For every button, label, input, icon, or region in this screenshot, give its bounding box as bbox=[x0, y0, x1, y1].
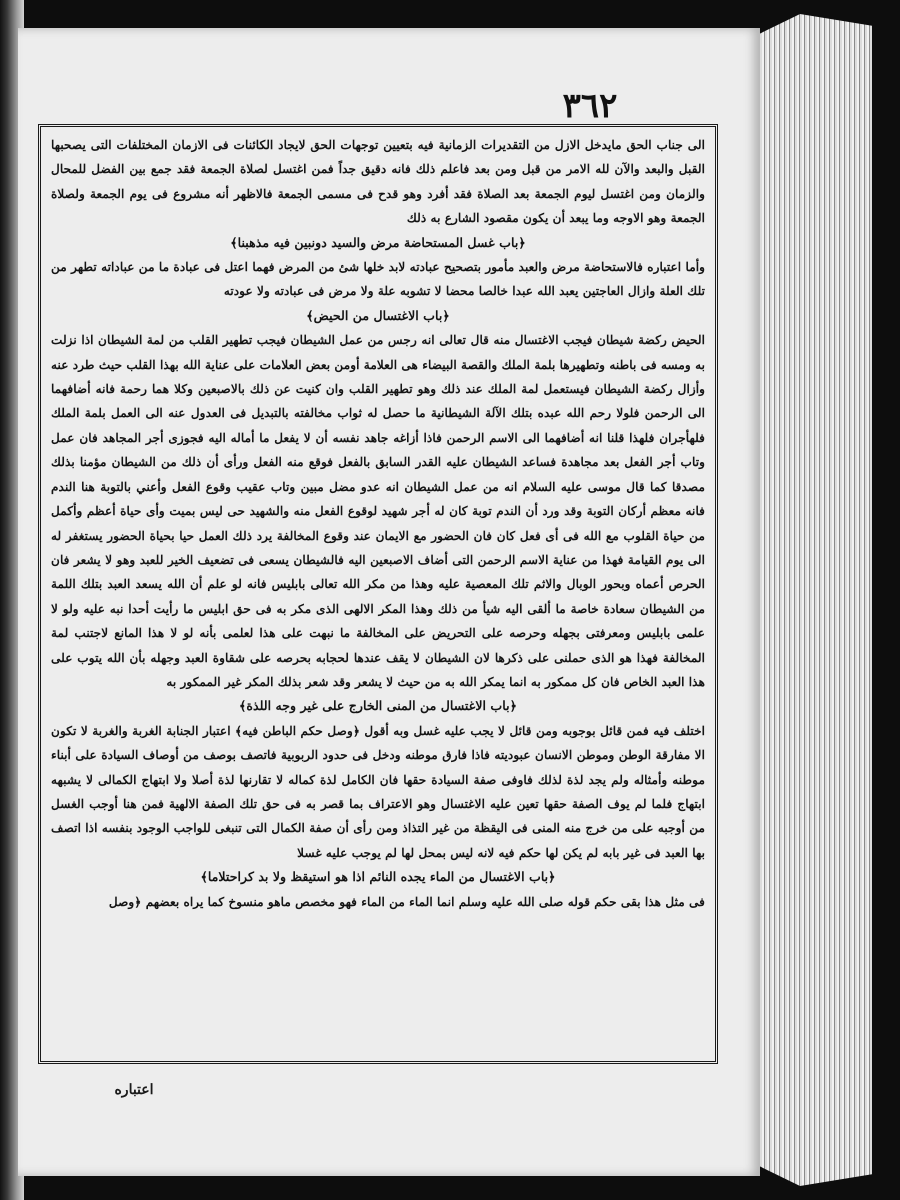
chapter-heading: ﴿باب الاغتسال من الماء يجده النائم اذا هو استيقظ ولا بد كراحتلاما﴾ bbox=[200, 869, 556, 885]
chapter-heading: ﴿باب غسل المستحاضة مرض والسيد دونبين فيه مذهبنا﴾ bbox=[230, 234, 526, 250]
paragraph: فى مثل هذا بقى حكم قوله صلى الله عليه وسلم انما الماء من الماء فهو مخصص ماهو منسوخ كما يراه بعضهم ﴿وصل bbox=[108, 894, 705, 909]
chapter-heading: ﴿باب الاغتسال من المنى الخارج على غير وجه اللذة﴾ bbox=[239, 698, 517, 714]
chapter-heading: ﴿باب الاغتسال من الحيض﴾ bbox=[306, 307, 450, 323]
paragraph: اختلف فيه فمن قائل بوجوبه ومن قائل لا يجب عليه غسل وبه أقول ﴿وصل حكم الباطن فيه﴾ اعتبار الجنابة الغربة والغربة لا تكون الا مفارقة الوطن وموطن الانسان عبوديته فاذا فارق موطنه ودخل فى حدود الربوبية فاتصف بوصف من أوصاف السيادة على أبناء موطنه وأمثاله ولم يجد لذة لذلك فاوفى صفة السيادة حقها فان الكامل لذة كماله لا تقارنها لذة أصلا ولا ابتهاج الكمالى لا يشبهه ابتهاج فلما لم يوف الصفة حقها تعين عليه الاغتسال وهو الاعتراف بما قصر به فى حق تلك الصفة الالهية فمن هنا أوجب الغسل من أوجبه على من خرج منه المنى فى اليقظة من غير التذاذ ومن رأى أن صفة الكمال التى تنبغى للواجب الوجود بنفسه اذا اتصف بها العبد فى غير بابه لم يكن لها حكم فيه لانه ليس بمحل لها لم يوجب عليه غسلا bbox=[51, 723, 705, 860]
book-page-edges bbox=[752, 14, 872, 1186]
paragraph: وأما اعتباره فالاستحاضة مرض والعبد مأمور بتصحيح عبادته لابد خلها شئ من المرض فهما اعتل فى عبادة ما من عباداته تطهر من تلك العلة وازال العاجتين يعبد الله عبدا خالصا محضا لا تشوبه علة ولا مرض فى عبادته ولا عودته bbox=[51, 260, 705, 299]
catchword: اعتباره bbox=[114, 1082, 154, 1098]
text-frame bbox=[38, 124, 718, 1064]
paragraph-intro: الى جناب الحق مايدخل الازل من التقديرات الزمانية فيه بتعيين توجهات الحق لايجاد الكائنات فى الازمان المختلفات التى يصحبها القبل والبعد والآن لله الامر من قبل ومن بعد فاعلم ذلك فانه دقيق جداً فمن اغتسل لصلاة الجمعة فقد جمع بين الفضل للمحال والزمان ومن اغتسل ليوم الجمعة بعد الصلاة فقد أفرد وهو قدح فى مسمى الجمعة فالاظهر أنه مشروع فى يوم الجمعة ولصلاة الجمعة وهو الاوجه وما يبعد أن يكون مقصود الشارع به ذلك bbox=[51, 138, 705, 226]
paragraph: الحيض ركضة شيطان فيجب الاغتسال منه قال تعالى انه رجس من عمل الشيطان فيجب تطهير القلب من لمة الشيطان اذا نزلت به ومسه فى باطنه وتطهيرها بلمة الملك والقصة البيضاء هى العلامة أومن بعض العلامات على عناية الله بهذا القلب حيث طرد عنه وأزال ركضة الشيطان فيستعمل لمة الملك عند ذلك وهو تطهير القلب وان كنيت عن ذلك بالاصبعين وكلا هما رحمة فانه أضافهما الى الرحمن فلولا رحم الله عبده بتلك الآلة الشيطانية ما حصل له ثواب مخالفته بالتبديل فى العدول عنه الى العمل بلمة الملك فلهأجران فلهذا قلنا انه أضافهما الى الاسم الرحمن فاذا أزاغه جاهد نفسه أن لا يفعل ما أماله اليه فجوزى أجر المجاهد فان عمل وتاب أجر الفعل بعد مجاهدة فساعد الشيطان عليه القدر السابق بالفعل فوقع منه الفعل ورأى أن ذلك من الشيطان مؤمنا بذلك مصدقا كما قال موسى عليه السلام انه من عمل الشيطان انه عدو مضل مبين وتاب عقيب وقوع الفعل وأعني بالتوبة هنا الندم فانه معظم أركان التوبة وقد ورد أن الندم توبة كان له أجر شهيد لوقوع الفعل منه والشهيد حى ليس بميت وأى حياة أعظم وأكمل من حياة القلوب مع الله فى أى فعل كان فان الحضور مع الايمان عند وقوع المخالفة يرد ذلك العمل حيا بحياة الحضور يستغفر له الى يوم القيامة فهذا من عناية الاسم الرحمن التى أضاف الاصبعين اليه فالشيطان يسعى فى تضعيف الخير للعبد وهو لا يشعر فان الحرص أعماه وبحور الوبال والاثم تلك المعصية عليه وهذا من مكر الله تعالى بابليس فانه لو علم أن الله يسعد العبد بتلك اللمة من الشيطان سعادة خاصة ما ألقى اليه شيأ من ذلك وهذا المكر الالهى الذى مكر به فى حق ابليس ما رأيت أحدا نبه عليه ولو لا علمى بابليس ومعرفتى بجهله وحرصه على التحريض على المخالفة ما نبهت على هذا لعلمى بأنه لو لا هذا المانع لاجتنب لمة المخالفة فهذا هو الذى حملنى على ذكرها لان الشيطان لا يقف عندها لحجابه بحرصه على شقاوة العبد وجهله بأن الله يتوب على هذا العبد الخاص فان كل ممكور به انما يمكر الله به من حيث لا يشعر وقد شعر بذلك المكر غير الممكور به bbox=[51, 333, 705, 689]
page-number: ٣٦٢ bbox=[562, 86, 618, 126]
